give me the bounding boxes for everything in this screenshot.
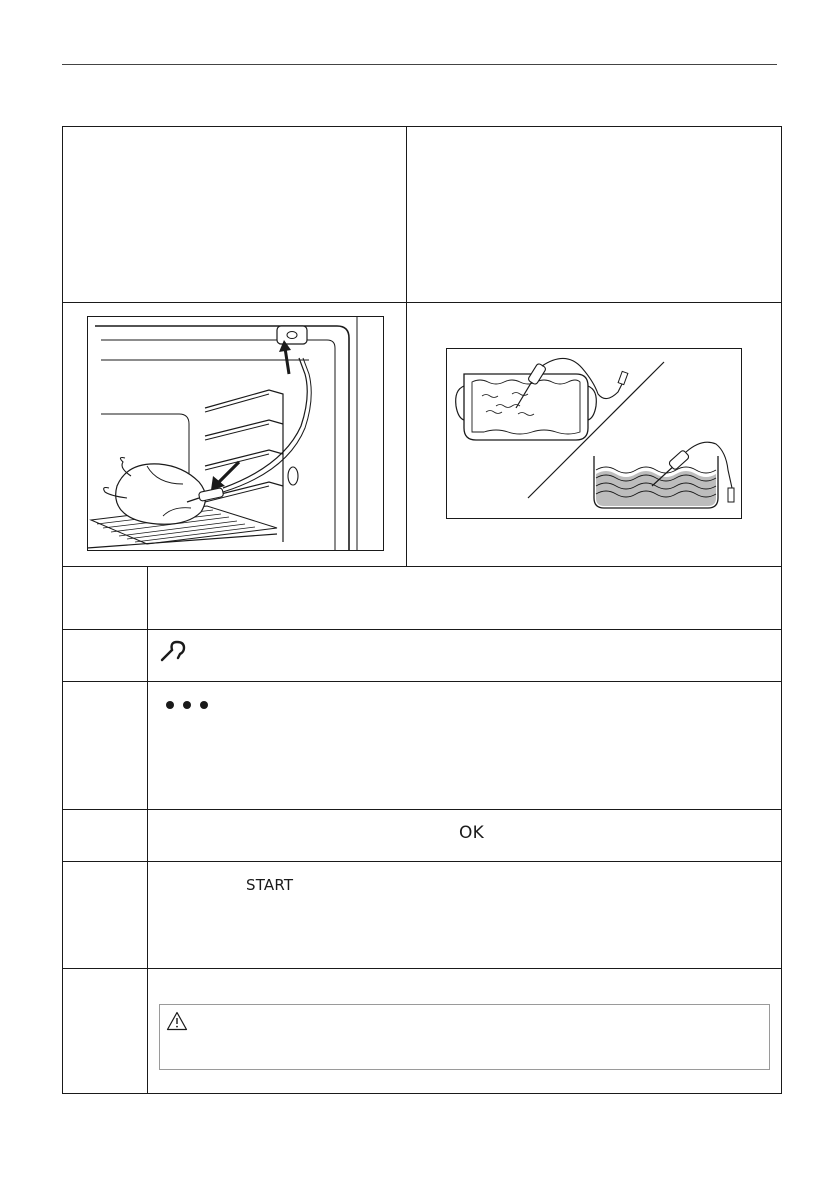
warning-box: [159, 1004, 770, 1070]
row-separator: [62, 809, 782, 810]
row-separator: [62, 861, 782, 862]
ok-key-label: OK: [459, 823, 484, 843]
row-separator: [62, 968, 782, 969]
row-separator: [62, 629, 782, 630]
three-dots-icon: [160, 699, 212, 711]
instruction-table: [62, 126, 782, 1094]
header-rule: [62, 64, 777, 65]
start-key-label: START: [246, 876, 294, 894]
probe-placement-illustration: [446, 348, 742, 519]
oven-probe-illustration: [87, 316, 384, 552]
warning-triangle-icon: [166, 1011, 188, 1031]
column-divider: [406, 126, 407, 567]
step-column-divider: [147, 566, 148, 1094]
row-separator: [62, 681, 782, 682]
food-probe-icon: [160, 640, 188, 662]
row-separator: [62, 302, 782, 303]
row-separator: [62, 566, 782, 567]
